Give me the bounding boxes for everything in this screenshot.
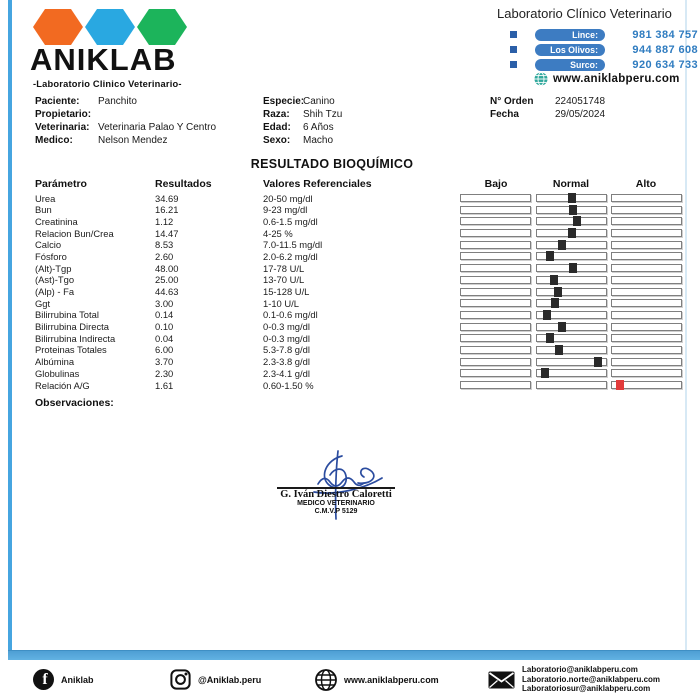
indicator-row [460,264,683,276]
level-header-normal: Normal [552,178,590,190]
page-left-border [8,0,12,651]
logo [33,9,187,45]
alto-range-box [611,358,682,366]
reference-range: 15-128 U/L [263,286,310,297]
info-row [35,134,216,147]
logo-hexagon-orange-icon [33,9,83,45]
info-row [35,121,216,134]
alto-range-box [611,217,682,225]
instagram-icon [170,669,191,690]
bajo-range-box [460,217,531,225]
branch-row [510,42,698,57]
normal-range-box [536,194,607,202]
branch-phone-number: 920 634 733 [632,58,698,71]
table-row [35,228,459,240]
info-row [263,108,342,121]
level-header-alto: Alto [635,178,657,190]
indicator-row [460,369,683,381]
info-value: 224051748 [555,96,606,107]
info-label: Paciente: [35,96,80,107]
result-value: 0.04 [155,332,174,344]
facebook-icon: f [33,669,54,690]
info-row [35,108,216,121]
facebook-handle: Aniklab [61,674,94,685]
column-header-resultados: Resultados [155,178,212,190]
normal-range-box [536,334,607,342]
alto-range-box [611,288,682,296]
normal-range-box [536,369,607,377]
result-value: 6.00 [155,344,174,356]
normal-range-box [536,252,607,260]
result-value: 16.21 [155,204,179,216]
range-indicator-grid [460,194,683,393]
indicator-row [460,241,683,253]
branch-row [510,27,698,42]
info-label: Propietario: [35,109,92,120]
indicator-row [460,346,683,358]
result-value: 2.30 [155,367,174,379]
reference-range: 0.6-1.5 mg/dl [263,215,318,227]
parameter-name: Urea [35,192,56,204]
result-value: 1.61 [155,379,174,391]
footer-website-url: www.aniklabperu.com [344,675,439,685]
table-row [35,309,459,321]
value-marker [543,310,551,320]
normal-range-box [536,264,607,272]
table-row [35,251,459,263]
patient-info-col2 [263,95,342,147]
result-value: 0.10 [155,321,174,333]
info-value: Veterinaria Palao Y Centro [98,122,217,133]
bajo-range-box [460,346,531,354]
alto-range-box [611,194,682,202]
value-marker [568,228,576,238]
value-marker [554,287,562,297]
indicator-row [460,299,683,311]
info-row [490,108,605,121]
clinic-title: Laboratorio Clínico Veterinario [497,6,672,21]
parameter-name: Globulinas [35,367,80,379]
normal-range-box [536,241,607,249]
email-list [522,665,660,694]
parameter-name: Fósforo [35,250,67,262]
result-value: 14.47 [155,227,179,239]
info-row [490,95,605,108]
result-value: 2.60 [155,250,174,262]
observations-label: Observaciones: [35,397,114,409]
info-label: Fecha [490,109,519,120]
logo-hexagon-green-icon [137,9,187,45]
result-value: 48.00 [155,262,179,274]
value-marker [569,205,577,215]
normal-range-box [536,299,607,307]
value-marker [550,275,558,285]
alto-range-box [611,229,682,237]
reference-range: 9-23 mg/dl [263,204,308,216]
order-info-col [490,95,605,121]
alto-range-box [611,334,682,342]
info-label: Veterinaria: [35,122,90,133]
value-marker [558,240,566,250]
instagram-handle: @Aniklab.peru [198,674,262,685]
value-marker [616,380,624,390]
bajo-range-box [460,241,531,249]
value-marker [573,216,581,226]
table-row [35,193,459,205]
report-title: RESULTADO BIOQUÍMICO [250,157,414,171]
parameter-name: Calcio [35,239,62,251]
normal-range-box [536,229,607,237]
table-row [35,298,459,310]
email-address: Laboratorio.norte@aniklabperu.com [522,674,661,684]
reference-range: 2.0-6.2 mg/dl [263,250,318,262]
normal-range-box [536,311,607,319]
value-marker [541,368,549,378]
normal-range-box [536,346,607,354]
branch-bullet-icon [510,61,517,68]
alto-range-box [611,369,682,377]
indicator-row [460,323,683,335]
alto-range-box [611,276,682,284]
email-address: Laboratoriosur@aniklabperu.com [522,684,651,694]
info-value: Shih Tzu [303,109,343,120]
web-globe-icon [315,669,337,691]
reference-range: 0-0.3 mg/dl [263,332,310,344]
result-value: 0.14 [155,309,174,321]
table-row [35,286,459,298]
table-row [35,356,459,368]
table-row [35,274,459,286]
info-value: Canino [303,96,335,107]
branch-bullet-icon [510,31,517,38]
table-row [35,204,459,216]
info-value: Macho [303,135,334,146]
normal-range-box [536,288,607,296]
info-row [263,95,342,108]
bajo-range-box [460,323,531,331]
envelope-icon [488,671,515,689]
normal-range-box [536,323,607,331]
normal-range-box [536,217,607,225]
parameter-name: Bilirrubina Total [35,309,99,321]
reference-range: 2.3-3.8 g/dl [263,356,310,368]
reference-range: 4-25 % [263,227,293,239]
parameter-name: (Ast)-Tgo [35,274,75,286]
parameter-name: Proteinas Totales [35,344,107,356]
column-header-referenciales: Valores Referenciales [263,178,372,190]
value-marker [558,322,566,332]
reference-range: 0.60-1.50 % [263,379,314,391]
table-row [35,239,459,251]
reference-range: 5.3-7.8 g/dl [263,344,310,356]
indicator-row [460,381,683,393]
logo-tagline: -Laboratorio Clinico Veterinario- [33,79,182,89]
value-marker [569,263,577,273]
info-label: Raza: [263,109,290,120]
footer-website [315,669,439,691]
header-website-row [534,72,680,86]
alto-range-box [611,381,682,389]
bajo-range-box [460,229,531,237]
result-value: 3.00 [155,297,174,309]
branch-phone-list [510,27,698,72]
bajo-range-box [460,276,531,284]
parameter-name: Bilirrubina Indirecta [35,332,116,344]
bajo-range-box [460,358,531,366]
logo-hexagon-blue-icon [85,9,135,45]
bajo-range-box [460,264,531,272]
reference-range: 20-50 mg/dl [263,192,313,204]
info-value: Panchito [98,96,137,107]
value-marker [555,345,563,355]
result-value: 1.12 [155,215,174,227]
table-row [35,216,459,228]
patient-info-col1 [35,95,216,147]
bajo-range-box [460,334,531,342]
email-address: Laboratorio@aniklabperu.com [522,665,638,674]
veterinarian-title: MEDICO VETERINARIO [297,500,375,507]
table-row [35,380,459,392]
table-row [35,333,459,345]
result-value: 44.63 [155,286,179,297]
branch-phone-number: 944 887 608 [632,43,698,56]
reference-range: 17-78 U/L [263,262,305,274]
parameter-name: Bun [35,204,52,216]
reference-range: 1-10 U/L [263,297,299,309]
column-header-parametro: Parámetro [35,178,87,190]
info-value: 29/05/2024 [555,109,606,120]
reference-range: 0.1-0.6 mg/dl [263,309,318,321]
page-right-border [685,0,687,651]
branch-name-pill: Surco: [535,59,605,71]
normal-range-box [536,206,607,214]
parameter-name: (Alp) - Fa [35,286,75,297]
bajo-range-box [460,206,531,214]
parameter-name: (Alt)-Tgp [35,262,72,274]
info-row [263,121,342,134]
info-label: N° Orden [490,96,534,107]
bajo-range-box [460,311,531,319]
results-table [35,193,459,392]
value-marker [551,298,559,308]
indicator-row [460,229,683,241]
bajo-range-box [460,252,531,260]
footer-divider-bar [8,650,700,660]
indicator-row [460,311,683,323]
footer-instagram [170,669,261,690]
reference-range: 0-0.3 mg/dl [263,321,310,333]
table-row [35,321,459,333]
parameter-name: Bilirrubina Directa [35,321,109,333]
globe-icon [534,72,548,86]
branch-name-pill: Los Olivos: [535,44,605,56]
table-row [35,263,459,275]
veterinarian-license: C.M.V.P 5129 [314,508,358,515]
indicator-row [460,276,683,288]
bajo-range-box [460,194,531,202]
bajo-range-box [460,288,531,296]
alto-range-box [611,323,682,331]
alto-range-box [611,241,682,249]
bajo-range-box [460,381,531,389]
info-label: Edad: [263,122,291,133]
parameter-name: Ggt [35,297,51,309]
alto-range-box [611,206,682,214]
info-label: Sexo: [263,135,291,146]
branch-phone-number: 981 384 757 [632,28,698,41]
reference-range: 2.3-4.1 g/dl [263,367,310,379]
info-value: Nelson Mendez [98,135,168,146]
bajo-range-box [460,369,531,377]
parameter-name: Creatinina [35,215,78,227]
indicator-row [460,334,683,346]
value-marker [546,333,554,343]
normal-range-box [536,381,607,389]
alto-range-box [611,311,682,319]
reference-range: 13-70 U/L [263,274,305,286]
branch-name-pill: Lince: [535,29,605,41]
branch-row [510,57,698,72]
info-row [263,134,342,147]
indicator-row [460,206,683,218]
alto-range-box [611,252,682,260]
bajo-range-box [460,299,531,307]
footer-emails [488,665,660,694]
alto-range-box [611,346,682,354]
alto-range-box [611,264,682,272]
branch-bullet-icon [510,46,517,53]
header-website: www.aniklabperu.com [553,73,680,85]
level-header-bajo: Bajo [484,178,508,190]
parameter-name: Relacion Bun/Crea [35,227,114,239]
table-row [35,344,459,356]
parameter-name: Albúmina [35,356,75,368]
alto-range-box [611,299,682,307]
result-value: 34.69 [155,192,179,204]
value-marker [568,193,576,203]
table-row [35,368,459,380]
normal-range-box [536,358,607,366]
result-value: 3.70 [155,356,174,368]
indicator-row [460,288,683,300]
info-label: Especie: [263,96,305,107]
result-value: 25.00 [155,274,179,286]
reference-range: 7.0-11.5 mg/dl [263,239,323,251]
veterinarian-name: G. Iván Diestro Caloretti [280,489,392,500]
normal-range-box [536,276,607,284]
info-row [35,95,216,108]
logo-name: ANIKLAB [30,42,177,77]
value-marker [546,251,554,261]
result-value: 8.53 [155,239,174,251]
indicator-row [460,358,683,370]
footer-facebook [33,669,94,690]
parameter-name: Relación A/G [35,379,90,391]
info-value: 6 Años [303,122,334,133]
value-marker [594,357,602,367]
info-label: Medico: [35,135,73,146]
